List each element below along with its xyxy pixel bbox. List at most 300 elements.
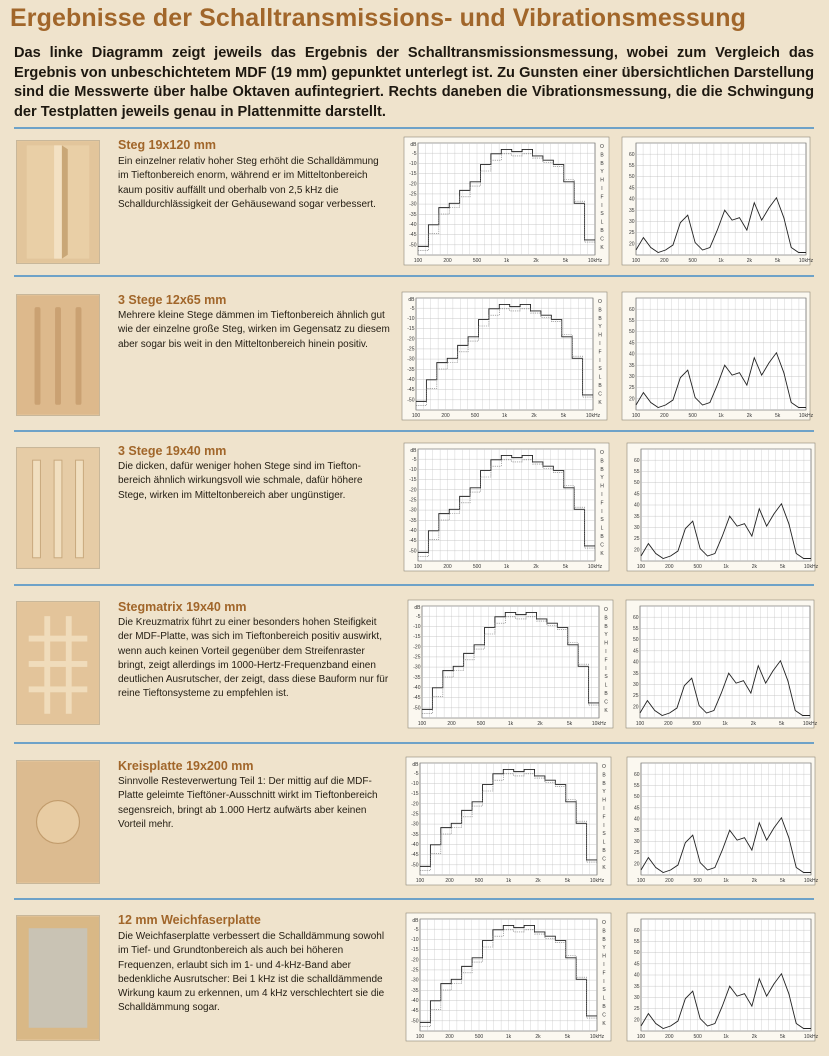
y-tick-label: 40: [628, 196, 635, 203]
side-label: O: [604, 607, 608, 613]
x-tick-label: 1k: [505, 878, 512, 884]
side-label: Y: [602, 789, 606, 796]
side-label: B: [602, 936, 606, 943]
x-tick-label: 2k: [751, 1034, 757, 1040]
x-tick-label: 2k: [535, 1034, 541, 1040]
x-tick-label: 200: [441, 413, 450, 419]
divider: [14, 430, 814, 432]
y-tick-label: -30: [407, 356, 415, 363]
side-label: F: [602, 970, 606, 977]
x-tick-label: 10kHz: [591, 721, 607, 727]
y-tick-label: -50: [411, 1018, 419, 1025]
side-label: I: [603, 978, 605, 985]
y-tick-label: 25: [628, 230, 635, 237]
y-tick-label: -15: [413, 634, 421, 641]
side-label: O: [600, 450, 604, 456]
x-tick-label: 2k: [751, 878, 757, 884]
y-tick-label: -40: [409, 222, 417, 229]
y-tick-label: -15: [407, 326, 415, 333]
item-row: [0, 905, 829, 1053]
x-tick-label: 500: [692, 721, 701, 727]
side-label: F: [604, 657, 608, 664]
x-tick-label: 200: [445, 878, 454, 884]
side-label: I: [601, 492, 603, 498]
x-tick-label: 100: [631, 413, 641, 419]
item-description: Sinnvolle Resteverwertung Teil 1: Der mittig auf die MDF-Platte geleimte Tieftöner-Ausschnitt wirkt im Tieftonbereich segensreich, bringt ab 1.000 Hertz aufwärts aber keinen Vorteil mehr.: [118, 776, 378, 830]
y-unit-label: dB: [410, 448, 417, 454]
side-label: F: [600, 500, 604, 507]
side-label: I: [601, 508, 603, 515]
x-tick-label: 500: [472, 564, 482, 570]
side-label: I: [599, 357, 601, 364]
item-title: Stegmatrix 19x40 mm: [118, 600, 247, 614]
y-tick-label: 55: [632, 626, 639, 632]
y-tick-label: -20: [411, 801, 419, 808]
transmission-plot: [404, 443, 609, 571]
panel-photo: [16, 601, 100, 725]
x-tick-label: 100: [411, 413, 421, 419]
y-tick-label: -25: [411, 811, 419, 818]
side-label: I: [599, 341, 601, 347]
y-tick-label: -20: [409, 487, 417, 494]
side-label: B: [600, 534, 604, 540]
transmission-chart: [406, 913, 611, 1041]
side-label: L: [600, 525, 604, 532]
y-tick-label: -20: [409, 181, 417, 188]
side-label: K: [604, 707, 608, 714]
panel-photo: [16, 447, 100, 569]
y-tick-label: 20: [633, 1017, 640, 1024]
side-label: B: [600, 228, 604, 234]
divider: [14, 742, 814, 744]
x-tick-label: 100: [631, 258, 641, 264]
y-tick-label: -35: [407, 366, 415, 373]
side-label: B: [602, 848, 606, 854]
side-label: B: [598, 383, 602, 389]
y-unit-label: dB: [412, 918, 419, 924]
y-tick-label: -35: [409, 517, 417, 524]
transmission-chart: [404, 137, 609, 265]
item-row: [0, 748, 829, 896]
side-label: S: [598, 366, 602, 373]
y-tick-label: 25: [633, 536, 640, 543]
y-tick-label: 35: [628, 362, 635, 369]
x-tick-label: 200: [443, 258, 452, 264]
x-tick-label: 2k: [746, 413, 752, 419]
y-tick-label: -35: [413, 674, 421, 681]
y-tick-label: -15: [411, 791, 419, 798]
y-tick-label: -25: [407, 346, 415, 353]
y-tick-label: -50: [409, 242, 417, 249]
side-label: C: [598, 391, 602, 398]
x-tick-label: 500: [693, 1034, 702, 1040]
y-tick-label: -45: [407, 387, 415, 394]
y-tick-label: -10: [409, 466, 417, 473]
panel-photo: [16, 294, 100, 416]
y-tick-label: -5: [416, 613, 421, 620]
y-unit-label: dB: [408, 297, 415, 303]
y-tick-label: -50: [411, 862, 419, 869]
item-title: Steg 19x120 mm: [118, 138, 216, 152]
side-label: Y: [598, 324, 602, 331]
vibration-chart: [622, 292, 814, 420]
x-tick-label: 500: [693, 878, 702, 884]
x-tick-label: 5k: [560, 413, 567, 419]
side-label: K: [600, 244, 604, 251]
y-tick-label: 50: [632, 637, 639, 644]
y-tick-label: 40: [632, 659, 639, 666]
side-label: B: [604, 615, 608, 622]
x-tick-label: 2k: [537, 721, 543, 727]
y-tick-label: -15: [411, 947, 419, 954]
y-tick-label: 60: [628, 306, 635, 313]
vibration-chart: [622, 137, 814, 265]
side-label: O: [602, 764, 606, 770]
y-tick-label: -20: [411, 957, 419, 964]
x-tick-label: 5k: [775, 258, 781, 264]
side-label: O: [598, 299, 602, 305]
side-label: B: [598, 315, 602, 322]
item-row: [0, 282, 829, 427]
y-tick-label: -30: [413, 664, 421, 671]
x-tick-label: 5k: [780, 564, 786, 570]
x-tick-label: 10kHz: [587, 258, 603, 264]
y-tick-label: -15: [409, 171, 417, 178]
item-description: Die Kreuzmatrix führt zu einer besonders hohen Steifigkeit der MDF-Platte, was sich im Tieftonbereich positiv auswirkt, wenn auch keinen Vorteil gegenüber dem Streifenraster bringt, zeigt allerdings im 1000-Hertz-Frequenzband einen deutlichen Ausrutscher, der zeigt, dass diese Bauform nur für reine Tieftonsysteme zu empfehlen ist.: [118, 617, 389, 700]
transmission-chart: [408, 600, 613, 728]
x-tick-label: 5k: [780, 1034, 786, 1040]
y-tick-label: -40: [409, 528, 417, 535]
side-label: B: [604, 623, 608, 630]
x-tick-label: 2k: [535, 878, 541, 884]
transmission-plot: [404, 137, 609, 265]
side-label: I: [603, 822, 605, 829]
vibration-chart: [626, 600, 818, 728]
x-tick-label: 200: [660, 258, 669, 264]
intro-text: Das linke Diagramm zeigt jeweils das Ergebnis der Schalltransmissionsmessung, wobei zum Vergleich das Ergebnis von unbeschichtetem MDF (19 mm) gepunktet unterlegt ist. Zu Gunsten einer übersichtlichen Darstellung sind die Messwerte über halbe Oktaven aufintegriert. Rechts daneben die Vibrationsmessung, die die Schwingung der Testplatten jeweils genau in Plattenmitte darstellt.: [14, 45, 814, 120]
side-label: K: [602, 864, 606, 871]
y-tick-label: 35: [633, 827, 640, 834]
x-tick-label: 200: [447, 721, 456, 727]
x-tick-label: 100: [413, 258, 423, 264]
x-tick-label: 1k: [507, 721, 514, 727]
side-label: C: [600, 542, 604, 549]
softboard-panel-icon: [17, 916, 99, 1040]
x-tick-label: 1k: [723, 564, 729, 570]
vibration-chart: [627, 913, 819, 1041]
x-tick-label: 10kHz: [798, 258, 814, 264]
x-tick-label: 100: [413, 564, 423, 570]
y-tick-label: 45: [628, 340, 635, 347]
x-tick-label: 100: [636, 878, 646, 884]
x-tick-label: 5k: [779, 721, 785, 727]
y-tick-label: -10: [407, 315, 415, 322]
y-tick-label: -40: [411, 998, 419, 1005]
y-tick-label: 35: [632, 670, 639, 677]
y-tick-label: 60: [633, 927, 640, 934]
y-tick-label: 25: [633, 1006, 640, 1013]
x-tick-label: 10kHz: [803, 1034, 819, 1040]
side-label: K: [602, 1020, 606, 1027]
item-title: 3 Stege 12x65 mm: [118, 293, 227, 307]
y-tick-label: 55: [628, 163, 635, 169]
x-tick-label: 2k: [533, 258, 539, 264]
side-label: S: [600, 211, 604, 218]
y-tick-label: -30: [409, 507, 417, 514]
y-tick-label: 30: [633, 525, 640, 531]
x-tick-label: 10kHz: [589, 1034, 605, 1040]
side-label: Y: [602, 945, 606, 952]
x-tick-label: 2k: [746, 258, 752, 264]
item-row: [0, 591, 829, 739]
side-label: H: [602, 797, 606, 804]
side-label: B: [604, 691, 608, 697]
side-label: C: [602, 1012, 606, 1019]
side-label: B: [600, 152, 604, 159]
side-label: H: [602, 953, 606, 960]
y-tick-label: -5: [414, 770, 419, 777]
side-label: B: [600, 160, 604, 167]
y-tick-label: 40: [633, 972, 640, 979]
y-tick-label: 45: [633, 961, 640, 968]
y-unit-label: dB: [412, 762, 419, 768]
transmission-chart: [404, 443, 609, 571]
y-tick-label: -50: [413, 705, 421, 712]
x-tick-label: 5k: [564, 1034, 571, 1040]
side-label: Y: [600, 475, 604, 482]
x-tick-label: 100: [417, 721, 427, 727]
side-label: B: [602, 780, 606, 787]
y-tick-label: 50: [628, 329, 635, 336]
x-tick-label: 10kHz: [802, 721, 818, 727]
item-title: 3 Stege 19x40 mm: [118, 444, 227, 458]
x-tick-label: 1k: [723, 878, 729, 884]
y-tick-label: 45: [628, 185, 635, 192]
vibration-plot: [627, 757, 819, 885]
transmission-plot: [402, 292, 607, 420]
y-tick-label: -30: [411, 977, 419, 984]
y-tick-label: 20: [628, 396, 635, 403]
x-tick-label: 5k: [566, 721, 573, 727]
vibration-plot: [622, 292, 814, 420]
y-tick-label: 60: [632, 614, 639, 621]
x-tick-label: 500: [474, 1034, 484, 1040]
y-tick-label: -20: [413, 644, 421, 651]
side-label: S: [604, 674, 608, 681]
y-tick-label: 40: [633, 502, 640, 509]
x-tick-label: 1k: [503, 258, 510, 264]
y-tick-label: 35: [628, 207, 635, 214]
y-tick-label: 50: [628, 174, 635, 181]
y-tick-label: 20: [628, 241, 635, 248]
side-label: L: [602, 995, 606, 1002]
y-tick-label: -45: [413, 695, 421, 702]
y-tick-label: 20: [632, 704, 639, 711]
y-tick-label: -50: [409, 548, 417, 555]
x-tick-label: 5k: [562, 564, 569, 570]
y-tick-label: -35: [409, 211, 417, 218]
item-row: [0, 132, 829, 272]
x-tick-label: 200: [443, 564, 452, 570]
y-tick-label: 55: [628, 318, 635, 324]
side-label: B: [602, 1004, 606, 1010]
y-tick-label: -10: [413, 623, 421, 630]
x-tick-label: 5k: [564, 878, 571, 884]
side-label: L: [600, 219, 604, 226]
y-tick-label: 50: [633, 794, 640, 801]
x-tick-label: 10kHz: [589, 878, 605, 884]
y-tick-label: -25: [411, 967, 419, 974]
y-tick-label: -15: [409, 477, 417, 484]
y-tick-label: 30: [632, 682, 639, 688]
x-tick-label: 500: [476, 721, 486, 727]
three-thin-ribs-panel-icon: [17, 295, 99, 415]
y-tick-label: -20: [407, 336, 415, 343]
side-label: I: [605, 665, 607, 672]
x-tick-label: 2k: [533, 564, 539, 570]
item-description: Ein einzelner relativ hoher Steg erhöht die Schalldämmung im Tieftonbereich enorm, während er im Mitteltonbereich kaum positiv auffällt und oberhalb von 2,5 kHz die Schalldurchlässigkeit der Gehäusewand sogar verbessert.: [118, 156, 379, 210]
y-tick-label: 20: [633, 547, 640, 554]
side-label: K: [600, 550, 604, 557]
x-tick-label: 200: [445, 1034, 454, 1040]
y-tick-label: 60: [633, 457, 640, 464]
y-tick-label: -25: [413, 654, 421, 661]
x-tick-label: 200: [665, 878, 674, 884]
y-tick-label: 30: [628, 219, 635, 225]
y-tick-label: -45: [411, 852, 419, 859]
y-tick-label: -5: [412, 150, 417, 157]
x-tick-label: 1k: [718, 258, 724, 264]
y-tick-label: 50: [633, 480, 640, 487]
side-label: O: [600, 144, 604, 150]
side-label: I: [603, 806, 605, 812]
side-label: L: [604, 682, 608, 689]
side-label: I: [601, 202, 603, 209]
vibration-plot: [627, 443, 819, 571]
x-tick-label: 1k: [501, 413, 508, 419]
y-tick-label: -35: [411, 831, 419, 838]
x-tick-label: 10kHz: [798, 413, 814, 419]
side-label: C: [602, 856, 606, 863]
x-tick-label: 500: [688, 413, 697, 419]
side-label: C: [604, 699, 608, 706]
x-tick-label: 10kHz: [585, 413, 601, 419]
y-unit-label: dB: [414, 605, 421, 611]
x-tick-label: 10kHz: [803, 878, 819, 884]
x-tick-label: 100: [635, 721, 645, 727]
x-tick-label: 200: [665, 564, 674, 570]
y-tick-label: 45: [632, 648, 639, 655]
x-tick-label: 5k: [780, 878, 786, 884]
y-tick-label: -10: [409, 160, 417, 167]
rib-matrix-panel-icon: [17, 602, 99, 724]
y-tick-label: -45: [409, 538, 417, 545]
y-tick-label: -50: [407, 397, 415, 404]
y-tick-label: 35: [633, 983, 640, 990]
side-label: B: [602, 772, 606, 779]
y-tick-label: -45: [409, 232, 417, 239]
y-tick-label: 55: [633, 783, 640, 789]
x-tick-label: 5k: [562, 258, 569, 264]
side-label: B: [600, 466, 604, 473]
side-label: Y: [600, 169, 604, 176]
x-tick-label: 200: [664, 721, 673, 727]
x-tick-label: 500: [474, 878, 484, 884]
x-tick-label: 2k: [531, 413, 537, 419]
y-tick-label: -40: [411, 842, 419, 849]
circle-disc-panel-icon: [17, 761, 99, 883]
y-tick-label: -25: [409, 497, 417, 504]
side-label: C: [600, 236, 604, 243]
panel-photo: [16, 915, 100, 1041]
side-label: Y: [604, 632, 608, 639]
x-tick-label: 1k: [723, 1034, 729, 1040]
x-tick-label: 1k: [718, 413, 724, 419]
side-label: K: [598, 399, 602, 406]
vibration-plot: [626, 600, 818, 728]
y-tick-label: -35: [411, 987, 419, 994]
x-tick-label: 500: [472, 258, 482, 264]
single-rib-panel-icon: [17, 141, 99, 263]
y-tick-label: 30: [633, 839, 640, 845]
x-tick-label: 500: [693, 564, 702, 570]
item-title: Kreisplatte 19x200 mm: [118, 759, 254, 773]
x-tick-label: 1k: [505, 1034, 512, 1040]
x-tick-label: 1k: [722, 721, 728, 727]
y-tick-label: 45: [633, 491, 640, 498]
y-tick-label: 45: [633, 805, 640, 812]
y-tick-label: 40: [628, 351, 635, 358]
y-unit-label: dB: [410, 142, 417, 148]
side-label: I: [605, 649, 607, 655]
transmission-chart: [406, 757, 611, 885]
side-label: B: [602, 928, 606, 935]
side-label: F: [602, 814, 606, 821]
x-tick-label: 100: [636, 1034, 646, 1040]
panel-photo: [16, 760, 100, 884]
y-tick-label: -45: [411, 1008, 419, 1015]
x-tick-label: 1k: [503, 564, 510, 570]
y-tick-label: 25: [628, 385, 635, 392]
y-tick-label: 20: [633, 861, 640, 868]
transmission-plot: [406, 757, 611, 885]
x-tick-label: 2k: [751, 564, 757, 570]
y-tick-label: -5: [412, 456, 417, 463]
transmission-plot: [406, 913, 611, 1041]
side-label: F: [598, 349, 602, 356]
item-description: Mehrere kleine Stege dämmen im Tieftonbereich ähnlich gut wie der einzelne große Steg, wirken im Gegensatz zu diesem aber sogar bis weit in den Mitteltonbereich hinein positiv.: [118, 310, 390, 350]
y-tick-label: -10: [411, 780, 419, 787]
y-tick-label: 25: [633, 850, 640, 857]
x-tick-label: 5k: [775, 413, 781, 419]
side-label: B: [598, 307, 602, 314]
vibration-chart: [627, 757, 819, 885]
divider: [14, 275, 814, 277]
vibration-chart: [627, 443, 819, 571]
x-tick-label: 2k: [750, 721, 756, 727]
x-tick-label: 10kHz: [803, 564, 819, 570]
y-tick-label: 55: [633, 469, 640, 475]
divider: [14, 898, 814, 900]
y-tick-label: -40: [413, 685, 421, 692]
x-tick-label: 500: [688, 258, 697, 264]
item-title: 12 mm Weichfaserplatte: [118, 913, 261, 927]
side-label: H: [600, 177, 604, 184]
side-label: F: [600, 194, 604, 201]
x-tick-label: 500: [470, 413, 480, 419]
y-tick-label: 55: [633, 939, 640, 945]
x-tick-label: 10kHz: [587, 564, 603, 570]
